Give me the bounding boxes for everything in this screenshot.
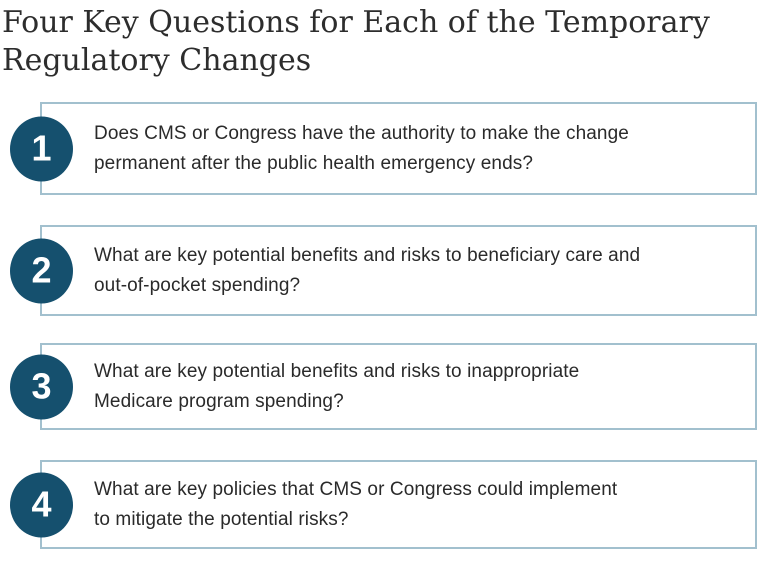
question-4-line-2: to mitigate the potential risks? bbox=[94, 508, 349, 530]
question-item-1 bbox=[10, 102, 757, 195]
question-3-line-2: Medicare program spending? bbox=[94, 390, 344, 412]
page-title-line-2: Regulatory Changes bbox=[2, 43, 312, 78]
question-box-1 bbox=[40, 102, 757, 195]
number-badge-4 bbox=[10, 472, 73, 537]
question-text-4 bbox=[94, 475, 617, 535]
question-2-line-2: out-of-pocket spending? bbox=[94, 274, 301, 296]
question-list bbox=[10, 102, 757, 549]
question-3-line-1: What are key potential benefits and risks to inappropriate bbox=[94, 360, 580, 382]
number-badge-1-label: 1 bbox=[31, 127, 52, 169]
number-badge-2-label: 2 bbox=[31, 249, 52, 291]
question-box-2 bbox=[40, 225, 757, 316]
question-text-1 bbox=[94, 119, 629, 179]
question-box-3 bbox=[40, 343, 757, 430]
question-box-4 bbox=[40, 460, 757, 549]
question-text-2 bbox=[94, 241, 640, 301]
number-badge-2 bbox=[10, 238, 73, 303]
page-title bbox=[0, 0, 770, 80]
number-badge-4-label: 4 bbox=[31, 483, 52, 525]
question-2-line-1: What are key potential benefits and risks to beneficiary care and bbox=[94, 244, 641, 266]
question-4-line-1: What are key policies that CMS or Congress could implement bbox=[94, 478, 618, 500]
question-text-3 bbox=[94, 357, 579, 417]
question-item-3 bbox=[10, 343, 757, 430]
question-item-2 bbox=[10, 225, 757, 316]
number-badge-1 bbox=[10, 116, 73, 181]
number-badge-3 bbox=[10, 354, 73, 419]
question-1-line-1: Does CMS or Congress have the authority to make the change bbox=[94, 122, 629, 144]
number-badge-3-label: 3 bbox=[31, 365, 52, 407]
page-title-line-1: Four Key Questions for Each of the Temporary bbox=[2, 5, 710, 40]
question-1-line-2: permanent after the public health emergency ends? bbox=[94, 152, 534, 174]
question-item-4 bbox=[10, 460, 757, 549]
